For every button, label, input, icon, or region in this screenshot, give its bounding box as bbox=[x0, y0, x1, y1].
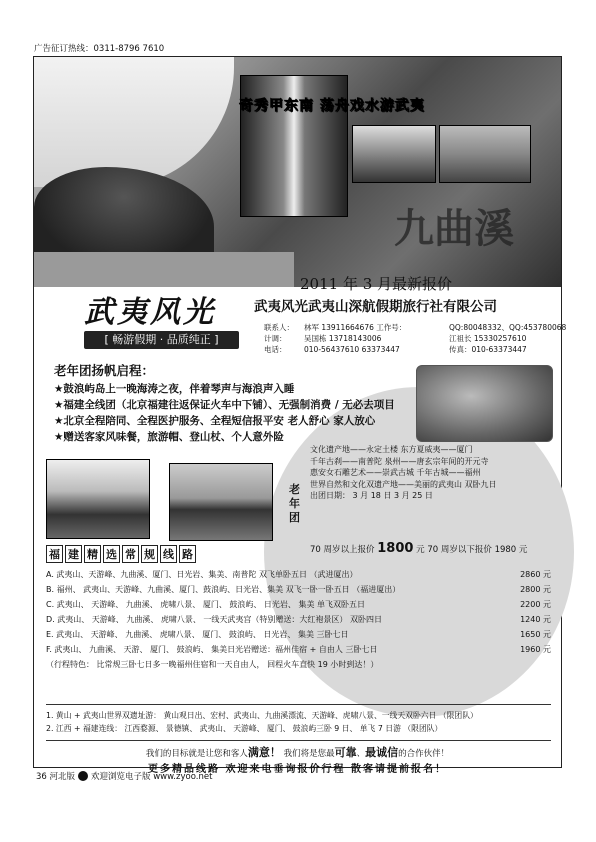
contact-label: 电话： bbox=[264, 345, 287, 354]
route-price: 2800 元 bbox=[520, 585, 551, 594]
page-footer bbox=[36, 770, 212, 782]
route-desc: D. 武夷山、 天游峰、 九曲溪、 虎啸八景、 一线天武夷宫（特别赠送：大红袍景区） 双卧四日 bbox=[46, 615, 382, 624]
footer-emphasis: 满意！ bbox=[247, 746, 281, 759]
city-statue-photo bbox=[169, 463, 273, 541]
routes-heading bbox=[46, 545, 196, 563]
senior-itinerary bbox=[310, 444, 497, 502]
ad-frame bbox=[33, 56, 567, 775]
senior-feature: ★赠送客家风味餐，旅游帽、登山杖、个人意外险 bbox=[54, 431, 284, 443]
river-image bbox=[34, 252, 294, 287]
senior-feature: ★鼓浪屿岛上一晚海涛之夜，伴着琴声与海浪声入睡 bbox=[54, 383, 295, 395]
footer-line-1 bbox=[34, 745, 561, 762]
routes-heading-char: 建 bbox=[65, 545, 82, 563]
contact-row bbox=[264, 344, 579, 355]
senior-tour-heading: 老年团扬帆启程： bbox=[54, 363, 155, 378]
route-price: 1960 元 bbox=[520, 645, 551, 654]
rock-photo bbox=[416, 365, 553, 442]
page-number: 36 河北版 bbox=[36, 772, 76, 782]
hero-banner-image bbox=[34, 57, 561, 287]
rock-carving-text: 九曲溪 bbox=[394, 205, 514, 252]
brand-logo-text: 武夷风光 bbox=[84, 295, 216, 330]
route-price: 2200 元 bbox=[520, 600, 551, 609]
route-list bbox=[46, 567, 551, 672]
pagoda-photo bbox=[46, 459, 150, 539]
contact-value: 010-56437610 63373447 bbox=[304, 345, 400, 354]
routes-heading-char: 路 bbox=[179, 545, 196, 563]
contact-block bbox=[264, 322, 579, 355]
footer-text: 的合作伙伴！ bbox=[398, 749, 450, 759]
contact-value: 吴国栋 13718143006 bbox=[304, 334, 382, 343]
contact-value-extra: QQ:80048332、QQ:453780068 bbox=[449, 323, 567, 332]
price-unit: 元 bbox=[518, 545, 528, 555]
extra-routes bbox=[46, 709, 551, 735]
route-desc: F. 武夷山、 九曲溪、 天游、 厦门、 鼓浪屿、 集美日光岩赠送：福州佳宿 + 自由人 三卧七日 bbox=[46, 645, 378, 654]
extra-route: 2. 江西 + 福建连线： 江西婺源、 景德镇、 武夷山、 天游峰、 厦门、 鼓浪屿三卧 9 日、 单飞 7 日游 （限团队） bbox=[46, 724, 443, 733]
contact-label: 联系人： bbox=[264, 323, 294, 332]
route-desc: （行程特色： 比常规三卧七日多一晚福州住宿和一天自由人， 回程火车直快 19 小时到达！） bbox=[46, 660, 379, 669]
site-logo-icon bbox=[78, 771, 88, 781]
route-item bbox=[46, 642, 551, 657]
footer-emphasis: 可靠 bbox=[334, 746, 357, 759]
departure-dates: 出团日期： 3 月 18 日 3 月 25 日 bbox=[310, 491, 433, 500]
route-price: 2860 元 bbox=[520, 570, 551, 579]
mountain-photo bbox=[352, 125, 436, 183]
route-desc: C. 武夷山、 天游峰、 九曲溪、 虎啸八景、 厦门、 鼓浪屿、 日光岩、 集美 单飞双卧五日 bbox=[46, 600, 366, 609]
routes-heading-char: 线 bbox=[160, 545, 177, 563]
itinerary-line: 世界自然和文化双遗产地——美丽的武夷山 双卧九日 bbox=[310, 479, 497, 489]
website-text: 欢迎浏览电子版 www.zyoo.net bbox=[91, 772, 213, 782]
route-item bbox=[46, 582, 551, 597]
price-label: 70 周岁以上报价 bbox=[310, 545, 375, 555]
routes-heading-char: 福 bbox=[46, 545, 63, 563]
footer-text: 我们的目标就是让您和客人 bbox=[145, 749, 248, 759]
senior-feature: ★福建全线团（北京福建往返保证火车中下铺）、无强制消费 / 无必去项目 bbox=[54, 399, 395, 411]
route-item bbox=[46, 567, 551, 582]
divider bbox=[46, 704, 551, 705]
itinerary-line: 文化遗产地——永定土楼 东方夏威夷——厦门 bbox=[310, 445, 473, 454]
contact-label: 计调： bbox=[264, 334, 287, 343]
route-item bbox=[46, 627, 551, 642]
routes-heading-char: 规 bbox=[141, 545, 158, 563]
hero-slogan: 奇秀甲东南 荡舟戏水游武夷 bbox=[239, 98, 425, 114]
routes-heading-char: 选 bbox=[103, 545, 120, 563]
route-price: 1650 元 bbox=[520, 630, 551, 639]
senior-price bbox=[310, 541, 527, 556]
agency-name: 武夷风光武夷山深航假期旅行社有限公司 bbox=[254, 299, 497, 315]
senior-feature: ★北京全程陪同、全程医护服务、全程短信报平安 老人舒心 家人放心 bbox=[54, 415, 376, 427]
routes-heading-char: 精 bbox=[84, 545, 101, 563]
route-price: 1240 元 bbox=[520, 615, 551, 624]
divider bbox=[46, 740, 551, 741]
extra-route: 1. 黄山 + 武夷山世界双遗址游： 黄山观日出、宏村、武夷山、九曲溪漂流、天游峰、虎啸八景、一线天双卧六日 （限团队） bbox=[46, 711, 478, 720]
senior-group-label: 老年团 bbox=[289, 483, 300, 524]
contact-value-extra: 传真：010-63373447 bbox=[449, 345, 527, 354]
price-under-70: 1980 bbox=[494, 545, 517, 555]
contact-value-extra: 江祖长 15330257610 bbox=[449, 334, 527, 343]
route-note bbox=[46, 657, 551, 672]
contact-row bbox=[264, 322, 579, 333]
contact-row bbox=[264, 333, 579, 344]
sky-area bbox=[34, 57, 234, 187]
price-over-70: 1800 bbox=[377, 541, 414, 556]
footer-text: 、 bbox=[356, 749, 366, 759]
footer-emphasis: 最诚信 bbox=[365, 746, 399, 759]
price-title: 2011 年 3 月最新报价 bbox=[300, 275, 453, 293]
scenery-photo bbox=[439, 125, 531, 183]
route-desc: E. 武夷山、 天游峰、 九曲溪、 虎啸八景、 厦门、 鼓浪屿、 日光岩、 集美 三卧七日 bbox=[46, 630, 349, 639]
routes-heading-char: 常 bbox=[122, 545, 139, 563]
price-label: 元 70 周岁以下报价 bbox=[416, 545, 492, 555]
route-item bbox=[46, 612, 551, 627]
footer-line-2: 更多精品线路 欢迎来电垂询报价行程 散客请提前报名！ bbox=[148, 764, 447, 775]
footer-text: 我们将是您最 bbox=[283, 749, 335, 759]
itinerary-line: 惠安女石雕艺术——崇武古城 千年古城——福州 bbox=[310, 468, 481, 477]
itinerary-line: 千年古刹——南普陀 泉州——唐玄宗年间的开元寺 bbox=[310, 456, 489, 466]
route-desc: B. 福州、 武夷山、天游峰、九曲溪、厦门、鼓浪屿、日光岩、集美 双飞一卧一卧五日 （福进厦出） bbox=[46, 585, 401, 594]
contact-value: 林军 13911664676 工作号： bbox=[304, 323, 407, 332]
brand-tagline: [ 畅游假期 · 品质纯正 ] bbox=[84, 331, 239, 349]
route-desc: A. 武夷山、天游峰、九曲溪、厦门、日光岩、集美、南普陀 双飞单卧五日 （武进厦出） bbox=[46, 570, 358, 579]
route-item bbox=[46, 597, 551, 612]
ad-hotline: 广告征订热线：0311-8796 7610 bbox=[34, 44, 165, 54]
